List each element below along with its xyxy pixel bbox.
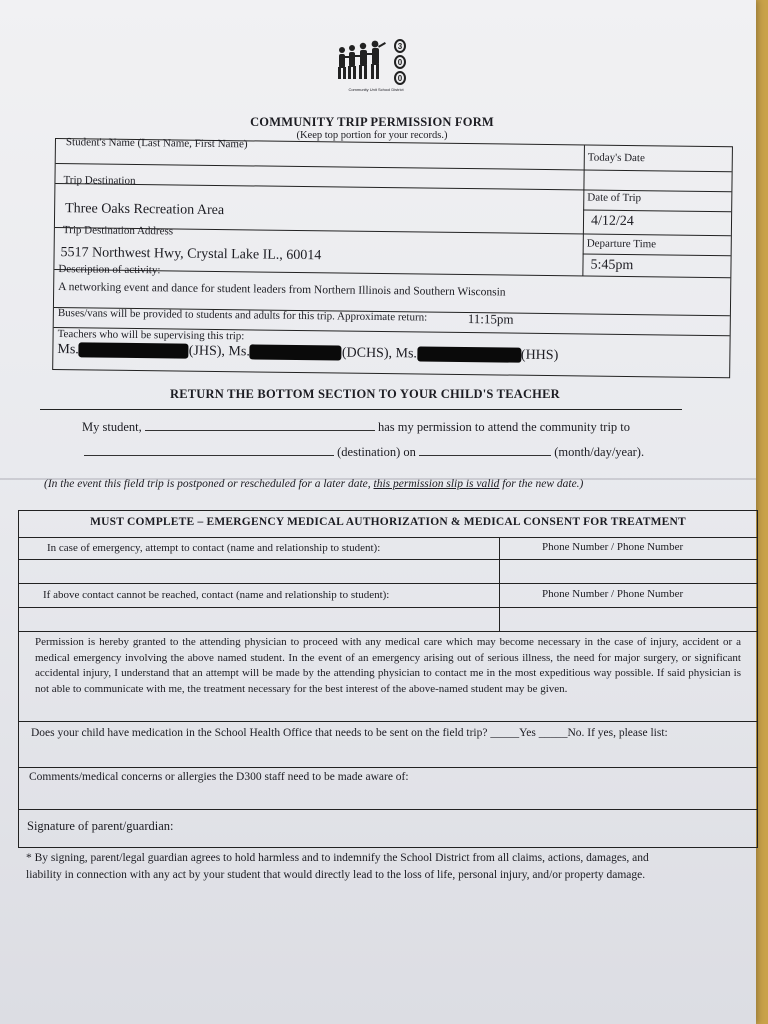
postpone-note-c: for the new date.) xyxy=(502,478,584,490)
consent-paragraph: Permission is hereby granted to the attending physician to proceed with any medical care which may become necessary in the case of injury, accident or a medical emergency involving the above named student. In the event of an emergency arising out of serious illness, the need for major surgery, or significant accidental injury, I understand that an attempt will be made by the attending physician to contact me in the most expeditious way possible. If said physician is not able to communicate with me, the treatment necessary for the best interest of the above-named student may be given. xyxy=(35,636,741,695)
section-divider xyxy=(40,409,682,410)
paper-fold xyxy=(0,478,756,480)
teacher-prefix: Ms. xyxy=(57,342,79,358)
departure-time-value[interactable]: 5:45pm xyxy=(590,257,634,274)
teacher-school-1: (JHS), Ms. xyxy=(188,343,250,360)
alt-phone-field[interactable] xyxy=(503,609,755,629)
phone-label-2: Phone Number / Phone Number xyxy=(542,588,684,600)
form-subtitle: (Keep top portion for your records.) xyxy=(296,130,448,141)
redaction-bar xyxy=(417,347,521,363)
trip-address-value[interactable]: 5517 Northwest Hwy, Crystal Lake IL., 60014 xyxy=(60,245,322,264)
medication-list-field[interactable] xyxy=(21,743,755,765)
description-label: Description of activity: xyxy=(58,263,161,277)
date-of-trip-value[interactable]: 4/12/24 xyxy=(590,213,634,230)
postpone-note-a: (In the event this field trip is postponed or rescheduled for a later date, xyxy=(44,478,371,490)
liability-footnote: * By signing, parent/legal guardian agrees to hold harmless and to indemnify the School District from all claims, actions, damages, and liability in connection with any act by your student that would directly lead to the loss of life, personal injury, and/or property damage. xyxy=(26,852,649,881)
teachers-line[interactable] xyxy=(57,342,558,364)
redaction-bar xyxy=(79,343,189,359)
phone-label-1: Phone Number / Phone Number xyxy=(542,541,684,553)
buses-text: Buses/vans will be provided to students and adults for this trip. Approximate return: xyxy=(57,307,428,324)
destination-line xyxy=(84,445,644,460)
destination-on-label: (destination) on xyxy=(337,445,416,459)
date-blank[interactable] xyxy=(419,445,551,456)
month-day-year-label: (month/day/year). xyxy=(554,445,645,459)
emergency-phone-field[interactable] xyxy=(503,561,755,581)
departure-time-label: Departure Time xyxy=(586,237,657,251)
signature-label: Signature of parent/guardian: xyxy=(27,819,174,833)
form-title: COMMUNITY TRIP PERMISSION FORM xyxy=(250,115,494,129)
medication-question: Does your child have medication in the School Health Office that needs to be sent on the field trip? _____Yes _____No. If yes, please list: xyxy=(31,727,668,739)
my-student-line xyxy=(82,420,630,435)
teacher-school-2: (DCHS), Ms. xyxy=(341,345,418,362)
medical-authorization-table xyxy=(18,510,758,848)
destination-blank[interactable] xyxy=(84,445,334,456)
return-time-value[interactable]: 11:15pm xyxy=(467,311,514,327)
trip-destination-label: Trip Destination xyxy=(63,174,136,187)
todays-date-label: Today's Date xyxy=(587,151,645,165)
signature-field[interactable] xyxy=(199,811,749,843)
description-value[interactable]: A networking event and dance for student leaders from Northern Illinois and Southern Wisconsin xyxy=(58,281,506,299)
postpone-note-b: this permission slip is valid xyxy=(373,478,500,490)
todays-date-field[interactable] xyxy=(585,170,729,190)
alt-contact-label: If above contact cannot be reached, contact (name and relationship to student): xyxy=(43,589,390,601)
alt-contact-field[interactable] xyxy=(21,609,497,629)
return-section-title: RETURN THE BOTTOM SECTION TO YOUR CHILD'S TEACHER xyxy=(170,387,560,401)
medical-section-title: MUST COMPLETE – EMERGENCY MEDICAL AUTHORIZATION & MEDICAL CONSENT FOR TREATMENT xyxy=(90,516,686,528)
trip-info-table xyxy=(52,138,733,378)
my-student-label: My student, xyxy=(82,420,142,434)
comments-label: Comments/medical concerns or allergies the D300 staff need to be made aware of: xyxy=(29,771,409,783)
logo-caption: Community Unit School District xyxy=(348,87,404,92)
student-name-blank[interactable] xyxy=(145,420,375,431)
has-permission-text: has my permission to attend the community trip to xyxy=(377,420,631,434)
teacher-school-3: (HHS) xyxy=(520,347,559,364)
logo-digit-0b: 0 xyxy=(397,74,403,83)
comments-field[interactable] xyxy=(21,787,755,807)
emergency-contact-field[interactable] xyxy=(21,561,497,581)
trip-address-label: Trip Destination Address xyxy=(62,224,174,238)
logo-digit-3: 3 xyxy=(397,42,403,51)
emergency-contact-label: In case of emergency, attempt to contact (name and relationship to student): xyxy=(47,542,381,554)
teachers-label: Teachers who will be supervising this trip: xyxy=(57,328,245,343)
redaction-bar xyxy=(250,345,342,361)
student-name-label: Student's Name (Last Name, First Name) xyxy=(65,136,248,151)
trip-destination-value[interactable]: Three Oaks Recreation Area xyxy=(65,201,225,219)
date-of-trip-label: Date of Trip xyxy=(587,191,642,205)
logo-digit-0a: 0 xyxy=(397,58,403,67)
